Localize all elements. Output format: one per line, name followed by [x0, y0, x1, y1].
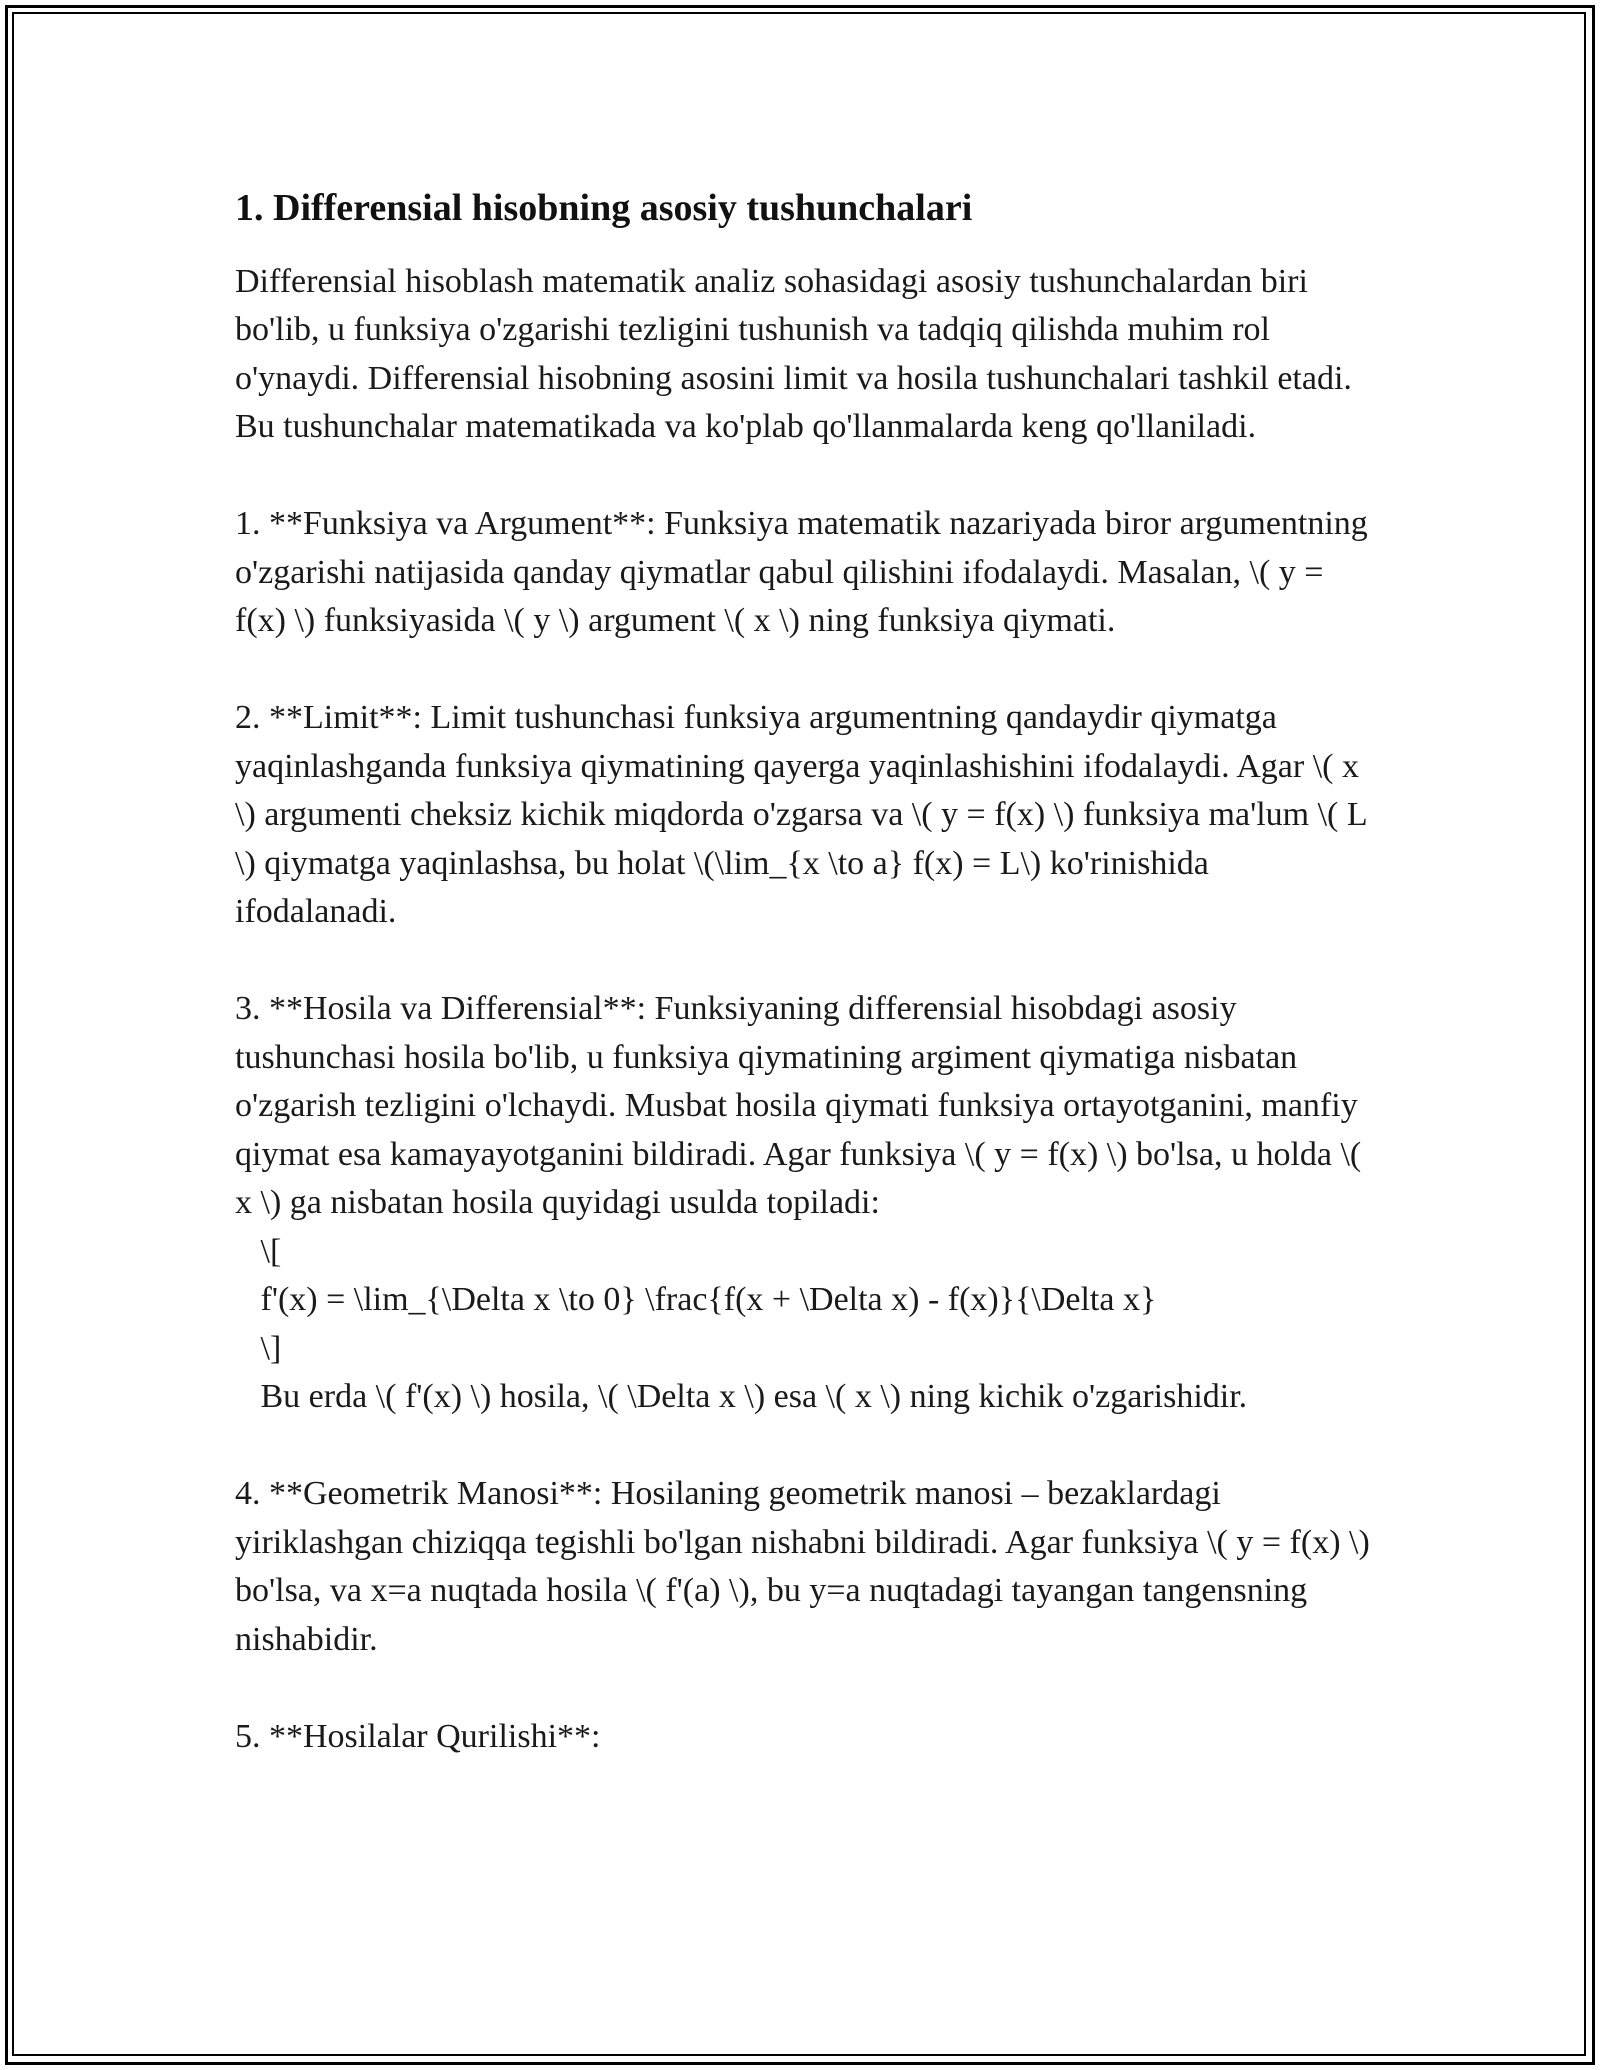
intro-paragraph: Differensial hisoblash matematik analiz sohasidagi asosiy tushunchalardan biri bo'lib, u funksiya o'zgarishi tezligini tushunish va tadqiq qilishda muhim rol o'ynaydi. Differensial hisobning asosini limit va hosila tushunchalari tashkil etadi. Bu tushunchalar matematikada va ko'plab qo'llanmalarda keng qo'llaniladi.: [235, 262, 1361, 445]
paragraph-gap: [235, 646, 1375, 695]
list-item-hosilalar: 5. **Hosilalar Qurilishi**:: [235, 1717, 601, 1755]
paragraph-gap: [235, 452, 1375, 501]
document-page: [235, 185, 1379, 1761]
section-heading: 1. Differensial hisobning asosiy tushunchalari: [235, 187, 973, 229]
paragraph-gap: [235, 1422, 1375, 1471]
list-item-geometrik: 4. **Geometrik Manosi**: Hosilaning geometrik manosi – bezaklardagi yiriklashgan chiziqqa tegishli bo'lgan nishabni bildiradi. Agar funksiya \( y = f(x) \) bo'lsa, va x=a nuqtada hosila \( f'(a) \), bu y=a nuqtadagi tayangan tangensning nishabidir.: [235, 1475, 1379, 1658]
list-item-hosila: 3. **Hosila va Differensial**: Funksiyaning differensial hisobdagi asosiy tushunchasi hosila bo'lib, u funksiya qiymatining argiment qiymatiga nisbatan o'zgarish tezligini o'lchaydi. Musbat hosila qiymati funksiya ortayotganini, manfiy qiymat esa kamayayotganini bildiradi. Agar funksiya \( y = f(x) \) bo'lsa, u holda \( x \) ga nisbatan hosila quyidagi usulda topiladi: \[ f'(x) = \lim_{\Delta x \to 0} \frac{f(x + \Delta x) - f(x)}{\Delta x} \] Bu erda \( f'(x) \) hosila, \( \Delta x \) esa \( x \) ning kichik o'zgarishidir.: [235, 990, 1362, 1415]
paragraph-gap: [235, 937, 1375, 986]
list-item-limit: 2. **Limit**: Limit tushunchasi funksiya argumentning qandaydir qiymatga yaqinlashganda funksiya qiymatining qayerga yaqinlashishini ifodalaydi. Agar \( x \) argumenti cheksiz kichik miqdorda o'zgarsa va \( y = f(x) \) funksiya ma'lum \( L \) qiymatga yaqinlashsa, bu holat \(\lim_{x \to a} f(x) = L\) ko'rinishida ifodalanadi.: [235, 699, 1375, 930]
paragraph-gap: [235, 1664, 1375, 1713]
list-item-funksiya: 1. **Funksiya va Argument**: Funksiya matematik nazariyada biror argumentning o'zgarishi natijasida qanday qiymatlar qabul qilishini ifodalaydi. Masalan, \( y = f(x) \) funksiyasida \( y \) argument \( x \) ning funksiya qiymati.: [235, 505, 1377, 639]
